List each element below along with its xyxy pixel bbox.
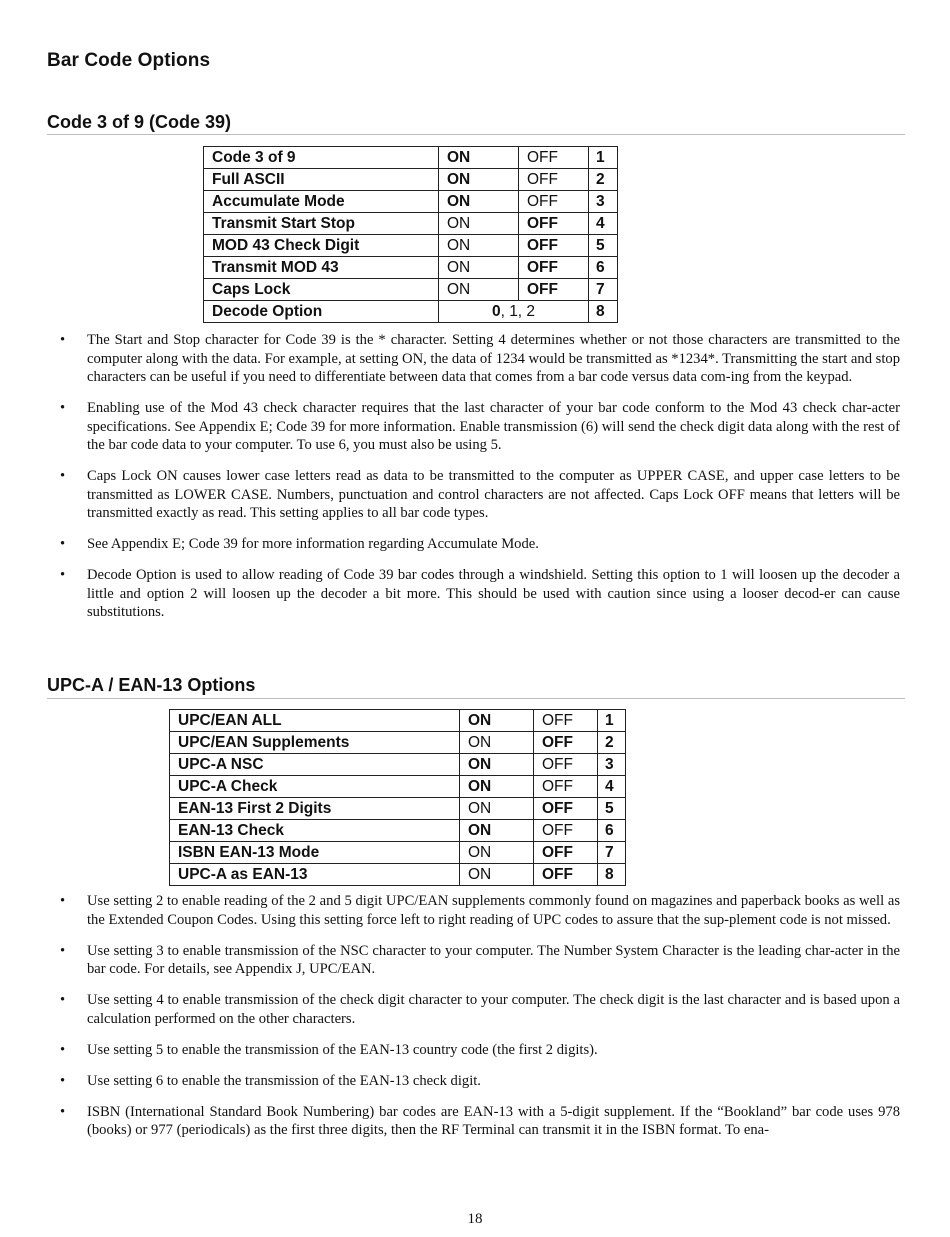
option-on-value: ON	[460, 842, 534, 864]
section-heading-upc-ean: UPC-A / EAN-13 Options	[47, 675, 256, 695]
option-on-value: ON	[460, 754, 534, 776]
upc-ean-options-table	[169, 709, 626, 886]
option-off-value: OFF	[534, 864, 598, 886]
option-row	[204, 213, 618, 235]
option-off-value: OFF	[519, 169, 589, 191]
setting-number: 6	[589, 257, 618, 279]
option-label: Accumulate Mode	[204, 191, 439, 213]
option-label: MOD 43 Check Digit	[204, 235, 439, 257]
setting-number: 2	[598, 732, 626, 754]
option-label: Full ASCII	[204, 169, 439, 191]
note-item	[60, 942, 900, 979]
page-title: Bar Code Options	[47, 50, 211, 71]
option-on-value: ON	[439, 191, 519, 213]
option-on-value: ON	[439, 169, 519, 191]
option-label: Transmit Start Stop	[204, 213, 439, 235]
setting-number: 4	[598, 776, 626, 798]
setting-number: 7	[598, 842, 626, 864]
setting-number: 3	[589, 191, 618, 213]
setting-number: 4	[589, 213, 618, 235]
option-off-value: OFF	[534, 710, 598, 732]
code39-options-table	[203, 146, 618, 323]
note-item	[60, 467, 900, 523]
bullet-icon: •	[60, 332, 66, 348]
option-on-value: ON	[460, 732, 534, 754]
note-item	[60, 331, 900, 387]
setting-number: 8	[598, 864, 626, 886]
note-text: The Start and Stop character for Code 39 is the * character. Setting 4 determines whether or not those characters are transmitted to the computer along with the data. For example, at setting ON, the data of 1234 would be transmitted as *1234*. Transmitting the start and stop characters can be useful if you need to differentiate between data that comes from a bar code versus data com-ing from the keypad.	[87, 332, 900, 385]
option-row	[170, 842, 626, 864]
code39-options-body	[204, 147, 618, 323]
note-item	[60, 1041, 900, 1060]
note-item	[60, 1072, 900, 1091]
note-text: Use setting 3 to enable transmission of the NSC character to your computer. The Number System Character is the leading char-acter in the bar code. For details, see Appendix J, UPC/EAN.	[87, 942, 900, 977]
option-on-value: ON	[439, 235, 519, 257]
option-label: ISBN EAN-13 Mode	[170, 842, 460, 864]
option-label: EAN-13 Check	[170, 820, 460, 842]
option-label: UPC-A as EAN-13	[170, 864, 460, 886]
bullet-icon: •	[60, 1041, 66, 1058]
option-row	[204, 147, 618, 169]
code39-notes-list	[60, 331, 900, 634]
option-on-value: ON	[460, 864, 534, 886]
option-row	[204, 235, 618, 257]
decode-default-value: 0	[491, 303, 501, 320]
note-item	[60, 892, 900, 929]
option-row	[170, 798, 626, 820]
bullet-icon: •	[60, 1103, 66, 1120]
note-text: ISBN (International Standard Book Numbering) bar codes are EAN-13 with a 5-digit supplement. If the “Bookland” bar code uses 978 (books) or 977 (periodicals) as the first three digits, then the RF Terminal can transmit it in the ISBN format. To ena-	[87, 1103, 900, 1138]
option-label: UPC-A Check	[170, 776, 460, 798]
note-text: Use setting 5 to enable the transmission of the EAN-13 country code (the first 2 digits).	[87, 1041, 598, 1058]
setting-number: 3	[598, 754, 626, 776]
option-row	[170, 754, 626, 776]
option-row	[170, 732, 626, 754]
note-text: Use setting 2 to enable reading of the 2 and 5 digit UPC/EAN supplements commonly found on magazines and paperback books as well as the Extended Coupon Codes. Using this setting force left to right reading of UPC codes to assure that the sup-plement code is not missed.	[87, 893, 900, 928]
note-item	[60, 991, 900, 1028]
option-off-value: OFF	[519, 235, 589, 257]
option-label: UPC-A NSC	[170, 754, 460, 776]
option-on-value: ON	[460, 798, 534, 820]
bullet-icon: •	[60, 567, 66, 583]
option-off-value: OFF	[519, 279, 589, 301]
option-on-value: ON	[439, 279, 519, 301]
bullet-icon: •	[60, 400, 66, 416]
option-row	[204, 279, 618, 301]
note-item	[60, 399, 900, 455]
option-row	[204, 191, 618, 213]
note-item	[60, 535, 900, 554]
note-item	[60, 566, 900, 622]
note-text: Enabling use of the Mod 43 check character requires that the last character of your bar code conform to the Mod 43 check char-acter specifications. See Appendix E; Code 39 for more information. Enable transmission (6) will send the check digit data along with the rest of the bar code data to your computer. To use 6, you must also be using 5.	[87, 400, 901, 453]
option-off-value: OFF	[534, 842, 598, 864]
option-label: Decode Option	[204, 301, 439, 323]
option-row	[204, 169, 618, 191]
note-text: Use setting 6 to enable the transmission of the EAN-13 check digit.	[87, 1072, 481, 1089]
decode-other-values: , 1, 2	[500, 303, 536, 320]
setting-number: 1	[598, 710, 626, 732]
note-item	[60, 1103, 900, 1140]
option-off-value: OFF	[534, 732, 598, 754]
option-on-value: ON	[439, 213, 519, 235]
option-label: Code 3 of 9	[204, 147, 439, 169]
section-heading-code39: Code 3 of 9 (Code 39)	[47, 112, 232, 132]
option-on-value: ON	[460, 776, 534, 798]
option-row	[204, 257, 618, 279]
option-off-value: OFF	[534, 754, 598, 776]
option-on-value: ON	[439, 147, 519, 169]
note-text: Decode Option is used to allow reading of Code 39 bar codes through a windshield. Setting this option to 1 will loosen up the decoder a little and option 2 will loosen up the decoder a bit more. This should be used with caution since using a looser decod-er can cause substitutions.	[87, 567, 900, 620]
option-label: Caps Lock	[204, 279, 439, 301]
setting-number: 5	[589, 235, 618, 257]
note-text: Use setting 4 to enable transmission of the check digit character to your computer. The check digit is the last character and is based upon a calculation performed on the other characters.	[87, 992, 900, 1027]
bullet-icon: •	[60, 536, 66, 552]
bullet-icon: •	[60, 942, 66, 959]
bullet-icon: •	[60, 992, 66, 1008]
setting-number: 2	[589, 169, 618, 191]
note-text: See Appendix E; Code 39 for more information regarding Accumulate Mode.	[87, 536, 539, 552]
upc-ean-options-body	[170, 710, 626, 886]
option-off-value: OFF	[519, 257, 589, 279]
setting-number: 8	[589, 301, 618, 323]
option-label: UPC/EAN ALL	[170, 710, 460, 732]
option-row	[170, 820, 626, 842]
option-on-value: ON	[460, 710, 534, 732]
option-label: Transmit MOD 43	[204, 257, 439, 279]
option-on-value: ON	[439, 257, 519, 279]
bullet-icon: •	[60, 893, 66, 909]
bullet-icon: •	[60, 468, 66, 484]
option-on-value: ON	[460, 820, 534, 842]
option-row	[170, 710, 626, 732]
option-off-value: OFF	[534, 820, 598, 842]
setting-number: 6	[598, 820, 626, 842]
option-off-value: OFF	[519, 147, 589, 169]
option-off-value: OFF	[519, 191, 589, 213]
option-row	[170, 776, 626, 798]
upc-ean-notes-list	[60, 892, 900, 1152]
section-divider-code39	[47, 134, 905, 135]
option-off-value: OFF	[519, 213, 589, 235]
setting-number: 5	[598, 798, 626, 820]
setting-number: 7	[589, 279, 618, 301]
section-divider-upc-ean	[47, 698, 905, 699]
option-label: UPC/EAN Supplements	[170, 732, 460, 754]
option-row-decode	[204, 301, 618, 323]
note-text: Caps Lock ON causes lower case letters read as data to be transmitted to the computer as UPPER CASE, and upper case letters to be transmitted as LOWER CASE. Numbers, punctuation and control characters are not affected. Caps Lock OFF means that letters will be transmitted exactly as read. This setting applies to all bar code types.	[87, 468, 900, 521]
option-label: EAN-13 First 2 Digits	[170, 798, 460, 820]
page-number: 18	[467, 1211, 483, 1227]
decode-option-values	[439, 301, 589, 323]
bullet-icon: •	[60, 1072, 66, 1089]
setting-number: 1	[589, 147, 618, 169]
option-row	[170, 864, 626, 886]
option-off-value: OFF	[534, 776, 598, 798]
option-off-value: OFF	[534, 798, 598, 820]
